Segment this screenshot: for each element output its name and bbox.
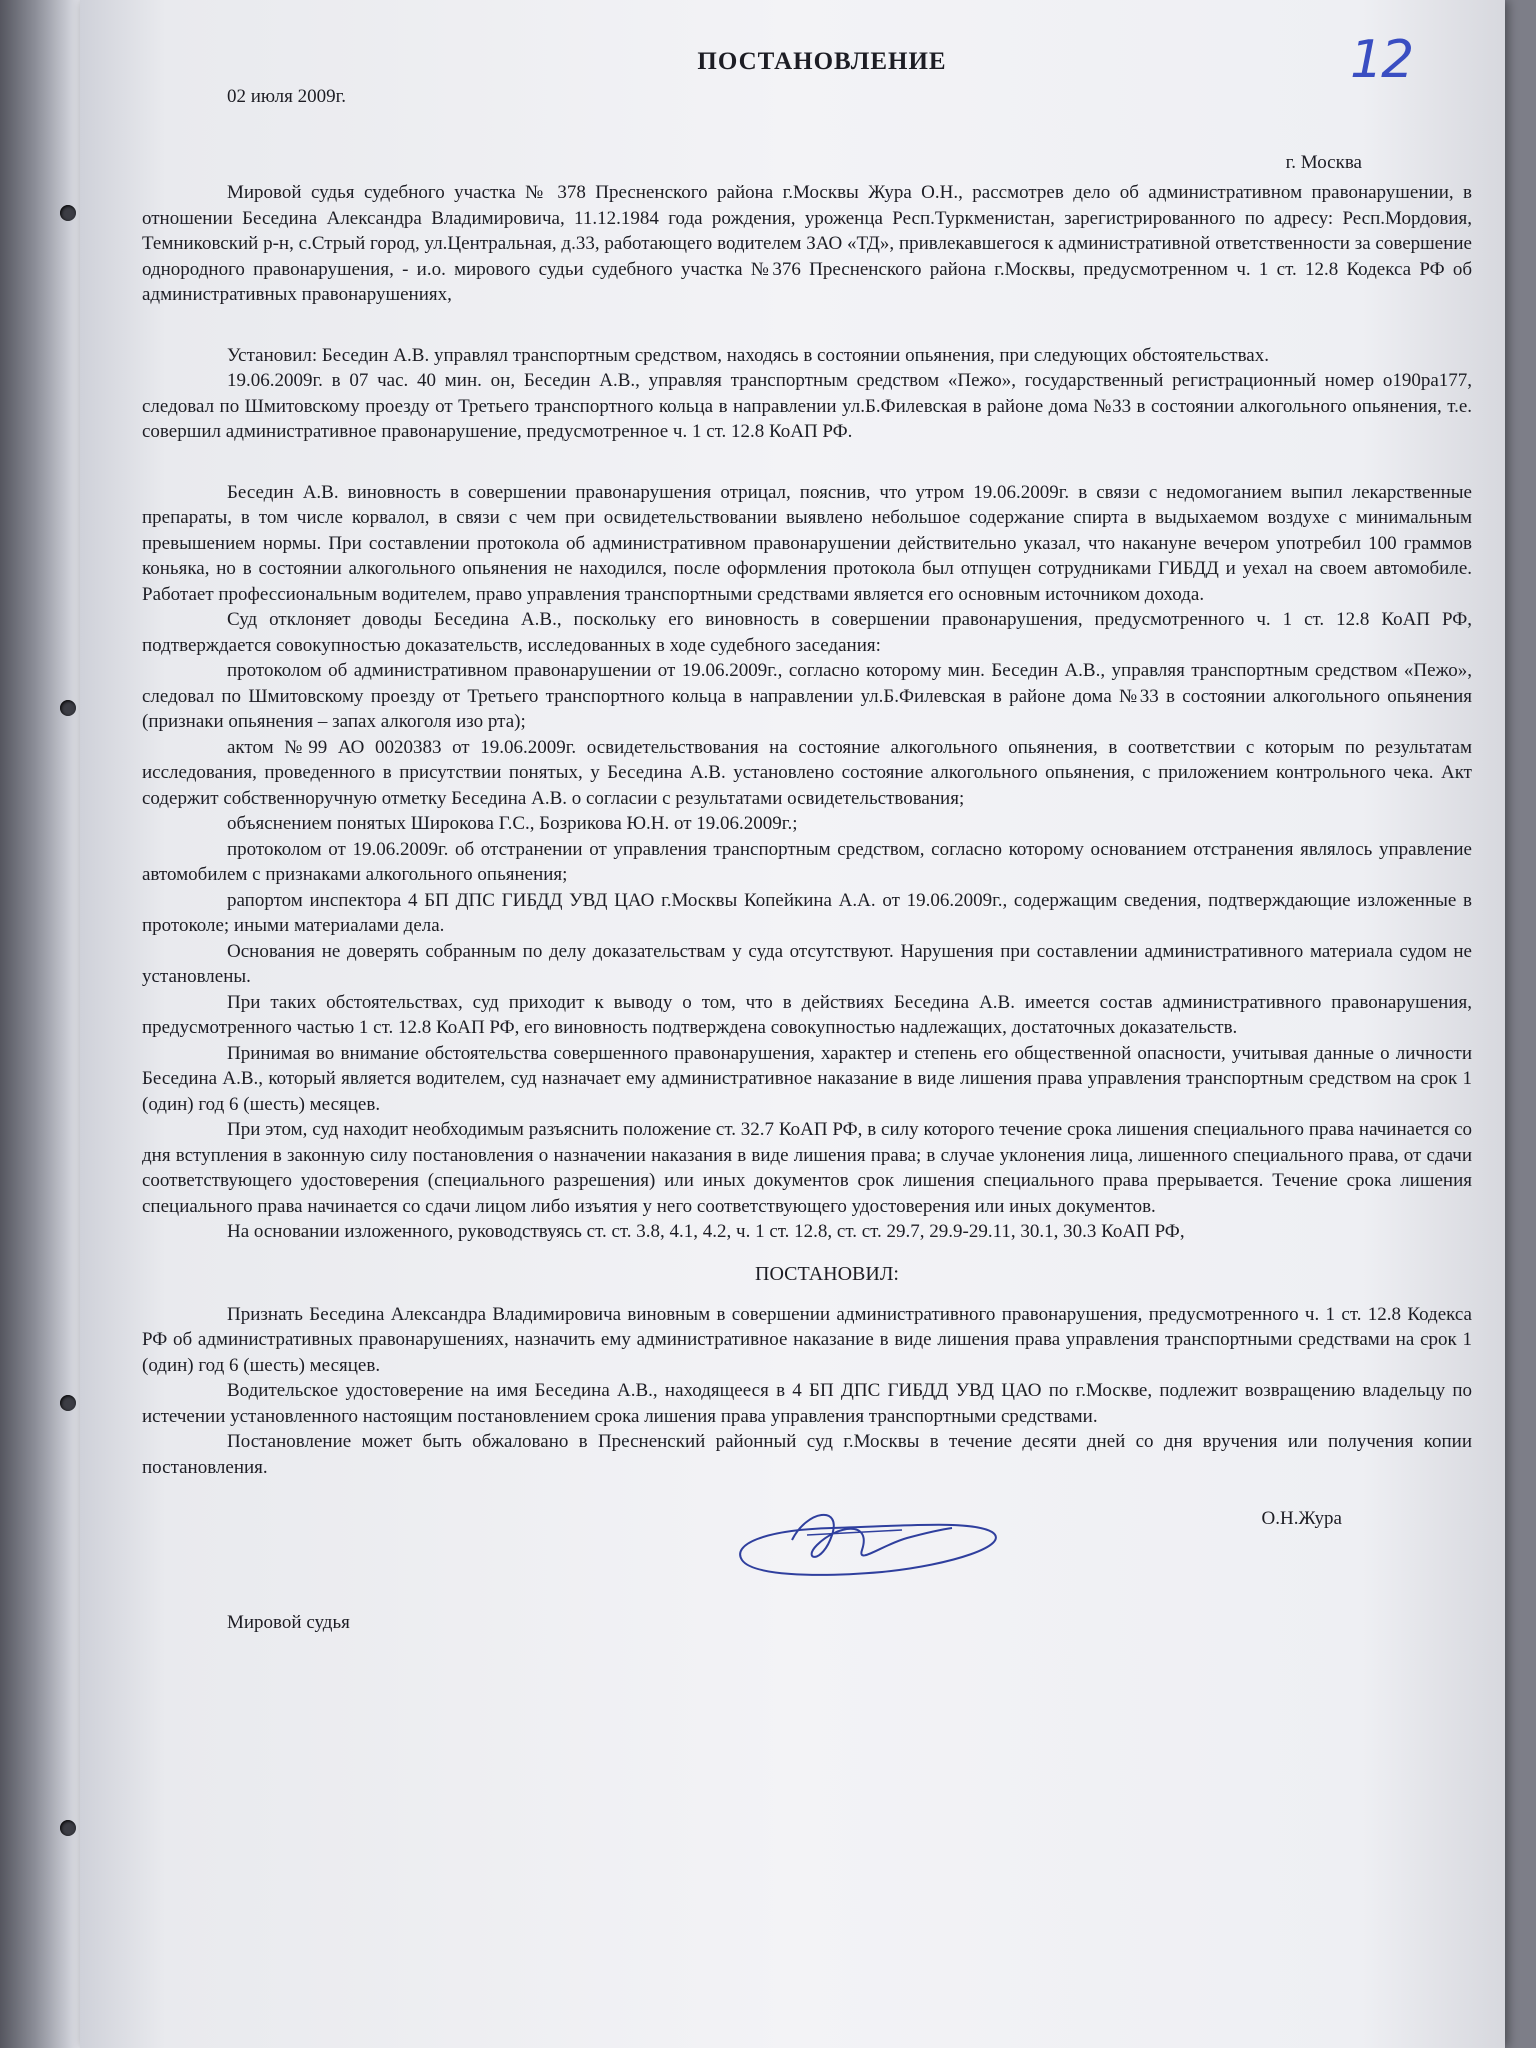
paragraph-facts: 19.06.2009г. в 07 час. 40 мин. он, Беседин А.В., управляя транспортным средством «Пежо», государственный регистрационный номер о190ра177, следовал по Шмитовскому проезду от Третьего транспортного кольца в направлении ул.Б.Филевская в районе дома №33 в состоянии алкогольного опьянения, т.е. совершил административное правонарушение, предусмотренное ч. 1 ст. 12.8 КоАП РФ. [142, 370, 1472, 442]
document-date: 02 июля 2009г. [227, 86, 347, 107]
paragraph-defense: Беседин А.В. виновность в совершении правонарушения отрицал, пояснив, что утром 19.06.2009г. в связи с недомоганием выпил лекарственные препараты, в том числе корвалол, в связи с чем при освидетельствовании выявлено небольшое содержание спирта в выдыхаемом воздухе с минимальным превышением нормы. При составлении протокола об административном правонарушении действительно указал, что накануне вечером употребил 100 граммов коньяка, но в состоянии алкогольного опьянения не находился, после оформления протокола был отпущен сотрудниками ГИБДД и уехал на своем автомобиле. Работает профессиональным водителем, право управления транспортными средствами является его основным источником дохода. [142, 481, 1472, 605]
handwritten-signature [722, 1490, 1022, 1585]
paragraph-established: Установил: Беседин А.В. управлял транспортным средством, находясь в состоянии опьянения, при следующих обстоятельствах. [227, 344, 1269, 366]
paragraph-evidence-witnesses: объяснением понятых Широкова Г.С., Бозрикова Ю.Н. от 19.06.2009г.; [227, 813, 798, 834]
paragraph-court-rejects: Суд отклоняет доводы Беседина А.В., поскольку его виновность в совершении правонарушения, предусмотренного ч. 1 ст. 12.8 КоАП РФ, подтверждается совокупностью доказательств, исследованных в ходе судебного заседания: [142, 609, 1472, 656]
paragraph-intro: Мировой судья судебного участка № 378 Пресненского района г.Москвы Жура О.Н., рассмотрев дело об административном правонарушении, в отношении Беседина Александра Владимировича, 11.12.1984 года рождения, уроженца Респ.Туркменистан, зарегистрированного по адресу: Респ.Мордовия, Темниковский р-н, с.Стрый город, ул.Центральная, д.33, работающего водителем ЗАО «ТД», привлекавшегося к административной ответственности за совершение однородного правонарушения, - и.о. мирового судьи судебного участка №376 Пресненского района г.Москвы, предусмотренном ч. 1 ст. 12.8 Кодекса РФ об административных правонарушениях, [142, 182, 1472, 305]
document-title: ПОСТАНОВЛЕНИЕ [697, 48, 947, 75]
signer-name: О.Н.Жура [1261, 1508, 1342, 1529]
decision-heading: ПОСТАНОВИЛ: [755, 1262, 899, 1285]
punch-hole [60, 205, 76, 221]
paragraph-legal-basis: На основании изложенного, руководствуясь ст. ст. 3.8, 4.1, 4.2, ч. 1 ст. 12.8, ст. ст. 29.7, 29.9-29.11, 30.1, 30.3 КоАП РФ, [227, 1221, 1185, 1242]
document-body [142, 48, 1472, 1634]
paragraph-explanation: При этом, суд находит необходимым разъяснить положение ст. 32.7 КоАП РФ, в силу которого течение срока лишения специального права начинается со дня вступления в законную силу постановления о назначении наказания в виде лишения права; в случае уклонения лица, лишенного специального права, от сдачи соответствующего удостоверения (специального разрешения) или иных документов срок лишения специального права прерывается. Течение срока лишения специального права начинается со сдачи лицом либо изъятия у него соответствующего удостоверения или иных документов. [142, 1119, 1472, 1217]
document-page [80, 0, 1505, 2048]
paragraph-decision-appeal: Постановление может быть обжаловано в Пресненский районный суд г.Москвы в течение десяти дней со дня вручения или получения копии постановления. [142, 1431, 1472, 1478]
paragraph-decision-guilty: Признать Беседина Александра Владимировича виновным в совершении административного правонарушения, предусмотренного ч. 1 ст. 12.8 Кодекса РФ об административных правонарушениях, назначить ему административное наказание в виде лишения права управления транспортными средствами на срок 1 (один) год 6 (шесть) месяцев. [142, 1303, 1472, 1376]
signer-role: Мировой судья [227, 1612, 350, 1633]
paragraph-penalty: Принимая во внимание обстоятельства совершенного правонарушения, характер и степень его общественной опасности, учитывая данные о личности Беседина А.В., который является водителем, суд назначает ему административное наказание в виде лишения права управления транспортным средством на срок 1 (один) год 6 (шесть) месяцев. [142, 1042, 1472, 1115]
paragraph-decision-license: Водительское удостоверение на имя Беседина А.В., находящееся в 4 БП ДПС ГИБДД УВД ЦАО по г.Москве, подлежит возвращению владельцу по истечении установленного настоящим постановлением срока лишения права управления транспортными средствами. [142, 1380, 1472, 1427]
paragraph-no-grounds: Основания не доверять собранным по делу доказательствам у суда отсутствуют. Нарушения при составлении административного материала судом не установлены. [142, 940, 1472, 987]
binder-edge [0, 0, 80, 2048]
punch-hole [60, 1820, 76, 1836]
punch-hole [60, 700, 76, 716]
handwritten-page-number: 12 [1350, 30, 1413, 90]
paragraph-conclusion: При таких обстоятельствах, суд приходит к выводу о том, что в действиях Беседина А.В. имеется состав административного правонарушения, предусмотренного частью 1 ст. 12.8 КоАП РФ, его виновность подтверждена совокупностью надлежащих, достаточных доказательств. [142, 991, 1472, 1038]
intro-block [142, 152, 1472, 308]
signature-row [142, 1490, 1472, 1600]
paragraph-evidence-removal: протоколом от 19.06.2009г. об отстранении от управления транспортным средством, согласно которому основанием отстранения являлось управление автомобилем с признаками алкогольного опьянения; [142, 838, 1472, 885]
paragraph-evidence-act: актом №99 АО 0020383 от 19.06.2009г. освидетельствования на состояние алкогольного опьянения, в соответствии с которым по результатам исследования, проведенного в присутствии понятых, у Беседина А.В. установлено состояние алкогольного опьянения, с приложением контрольного чека. Акт содержит собственноручную отметку Беседина А.В. о согласии с результатами освидетельствования; [142, 736, 1472, 809]
paragraph-evidence-protocol: протоколом об административном правонарушении от 19.06.2009г., согласно которому мин. Беседин А.В., управляя транспортным средством «Пежо», следовал по Шмитовскому проезду от Третьего транспортного кольца в направлении ул.Б.Филевская в районе дома №33 в состоянии алкогольного опьянения (признаки опьянения – запах алкоголя изо рта); [142, 660, 1472, 732]
paragraph-evidence-report: рапортом инспектора 4 БП ДПС ГИБДД УВД ЦАО г.Москвы Копейкина А.А. от 19.06.2009г., содержащим сведения, подтверждающие изложенные в протоколе; иными материалами дела. [142, 889, 1472, 936]
document-city: г. Москва [1285, 152, 1362, 173]
punch-hole [60, 1395, 76, 1411]
